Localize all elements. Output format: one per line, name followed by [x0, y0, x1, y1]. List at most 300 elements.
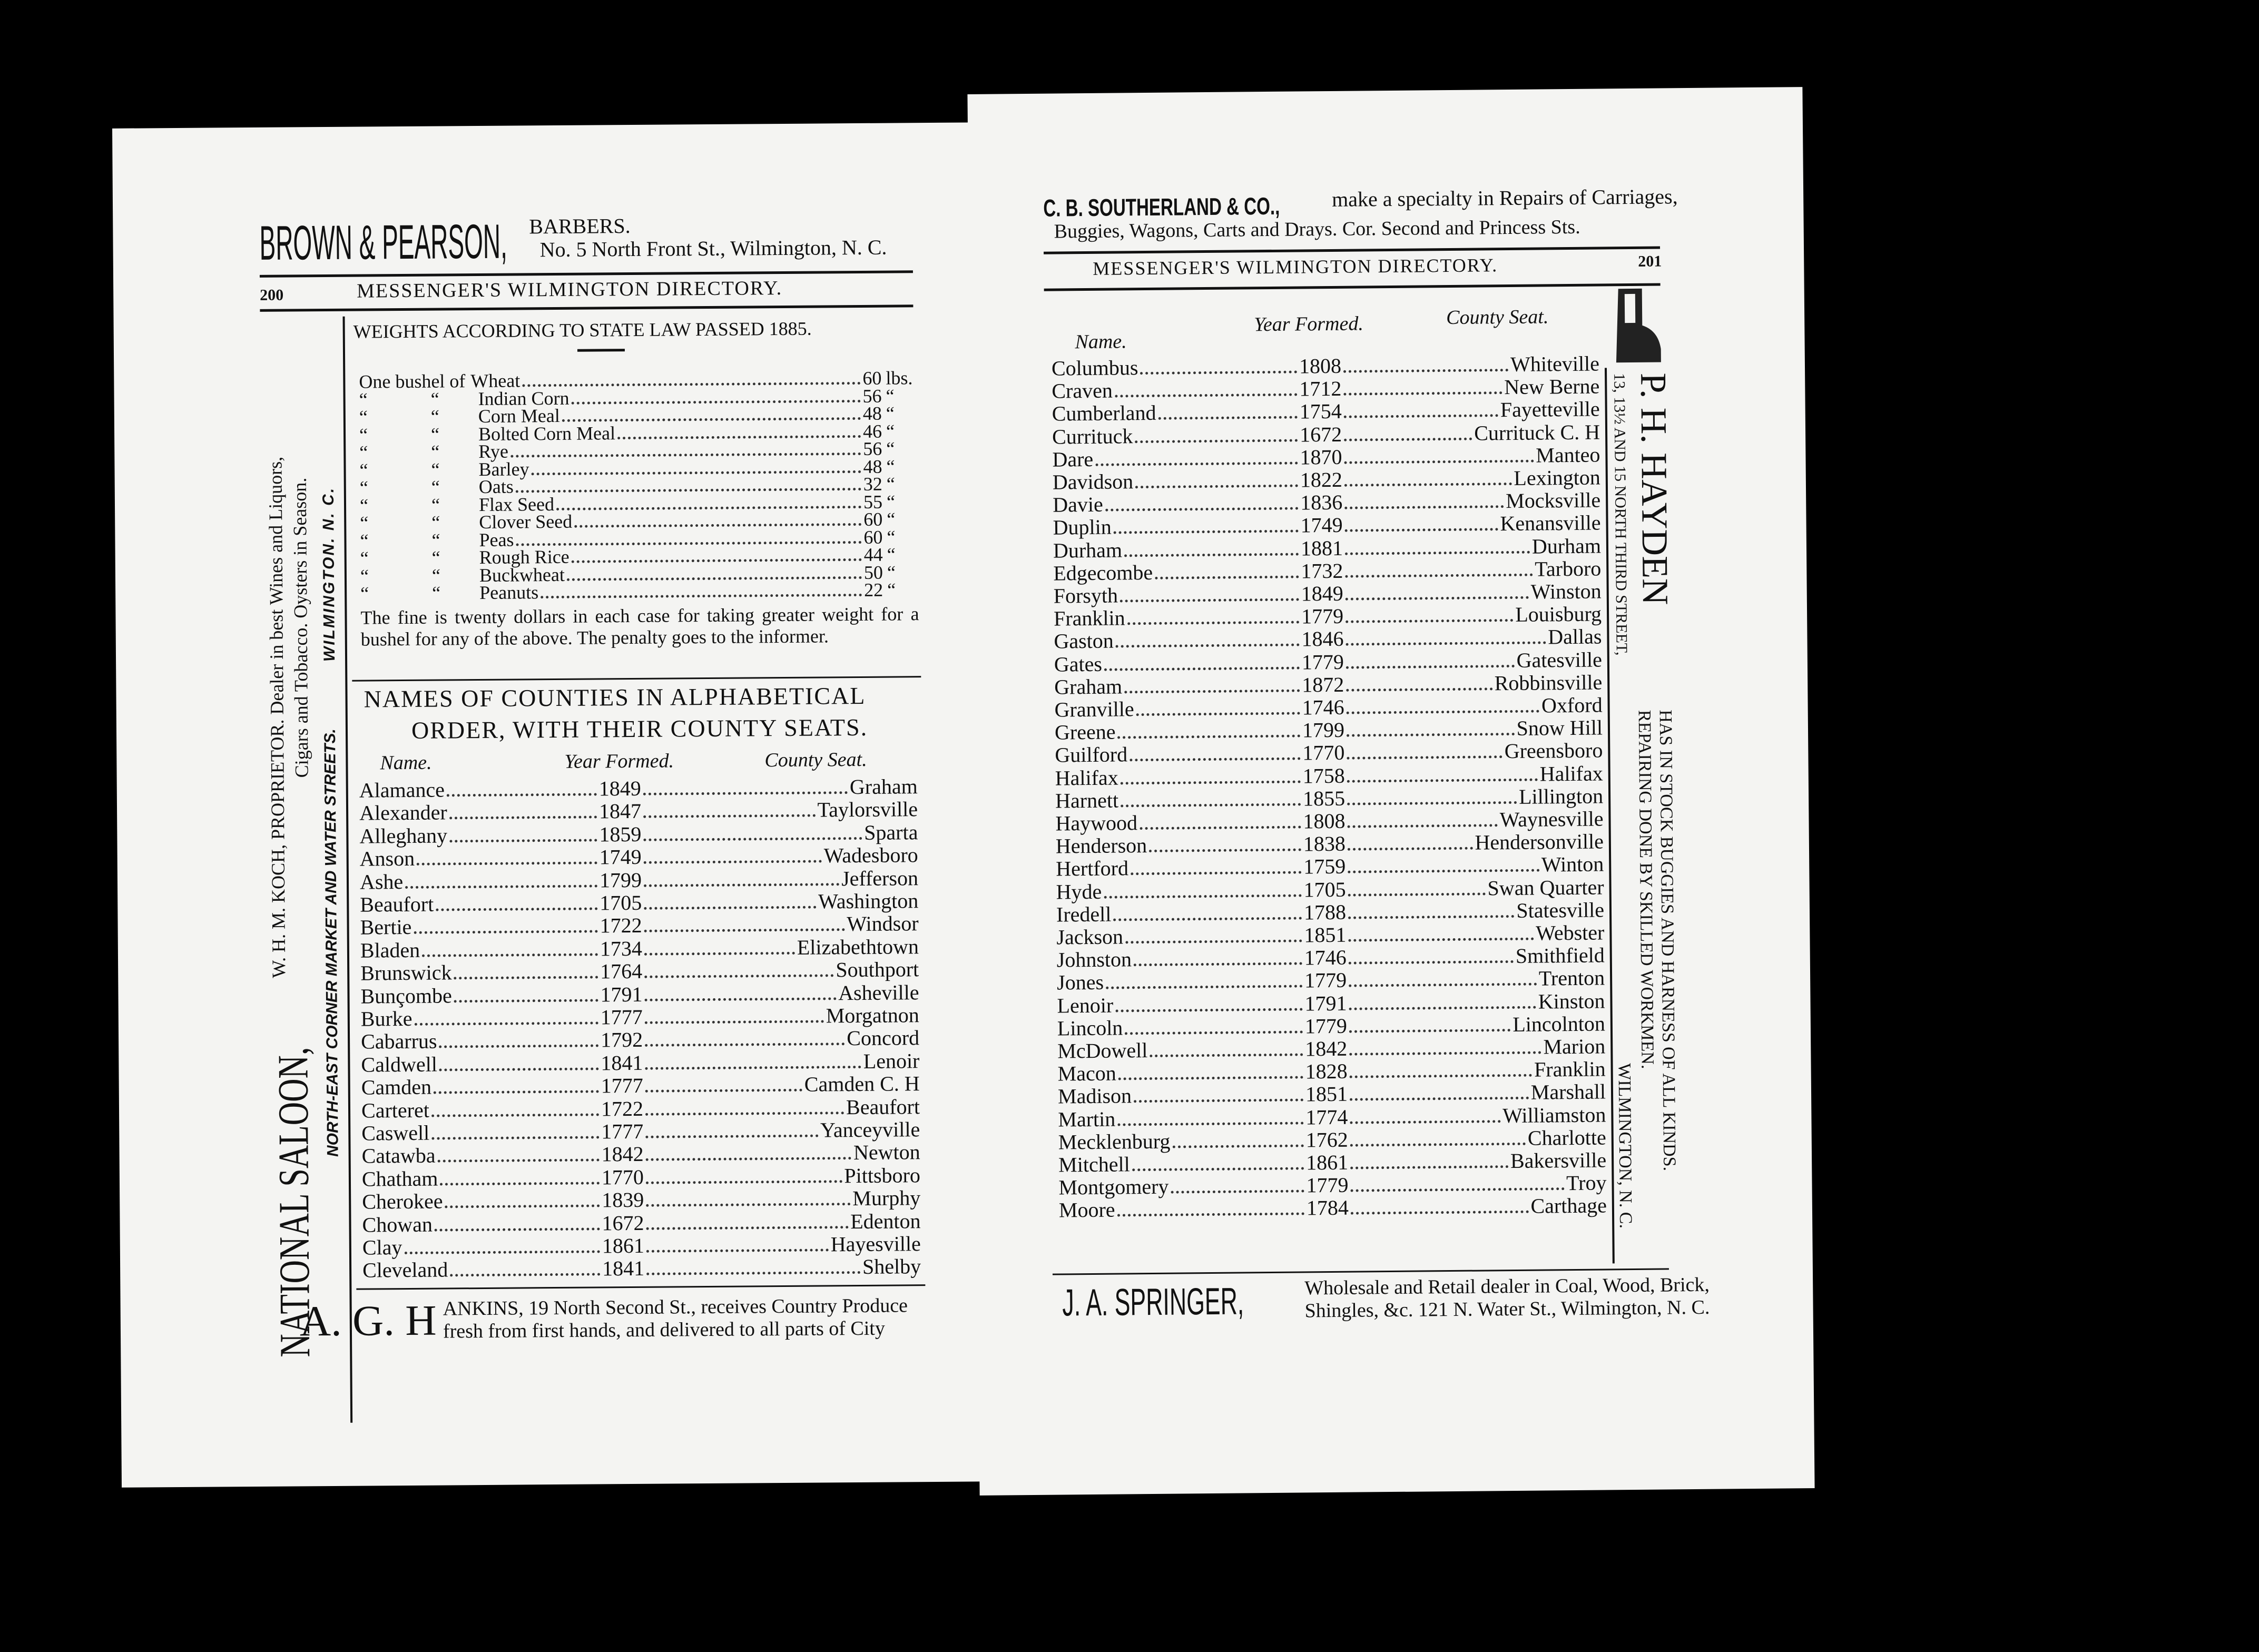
dot-leader — [1118, 1076, 1303, 1080]
county-seat: New Berne — [1504, 374, 1600, 399]
weight-value: 44 — [863, 544, 883, 565]
dot-leader — [541, 594, 862, 598]
saloon-name: NATIONAL SALOON, — [269, 1047, 319, 1358]
dot-leader — [1132, 1167, 1304, 1171]
dot-leader — [644, 906, 816, 910]
dot-leader — [645, 1043, 844, 1047]
county-seat: Lillington — [1518, 784, 1604, 809]
dot-leader — [436, 907, 597, 911]
county-year: 1851 — [1304, 922, 1347, 947]
county-year: 1774 — [1305, 1105, 1348, 1129]
dot-leader — [1344, 505, 1504, 509]
saloon-line2: Cigars and Tobacco. Oysters in Season. — [289, 477, 312, 778]
dot-leader — [645, 1112, 844, 1116]
hayden-line4: 13, 13½ AND 15 NORTH THIRD STREET, — [1610, 373, 1631, 656]
county-year: 1754 — [1299, 399, 1342, 424]
county-year: 1672 — [602, 1211, 644, 1235]
county-seat: Kinston — [1538, 989, 1605, 1014]
dot-leader — [644, 883, 839, 887]
ditto-mark: “ — [887, 544, 896, 565]
county-name: Henderson — [1055, 833, 1147, 858]
county-year: 1777 — [601, 1074, 643, 1098]
counties-title-2: ORDER, WITH THEIR COUNTY SEATS. — [411, 713, 868, 744]
county-name: Graham — [1054, 674, 1123, 699]
dot-leader — [1344, 459, 1534, 464]
county-seat: Elizabethtown — [797, 935, 919, 959]
county-year: 1841 — [601, 1050, 643, 1075]
weight-item: Barley — [478, 458, 529, 480]
dot-leader — [1343, 369, 1508, 373]
county-name-cell — [1057, 1037, 1305, 1063]
county-name: Cabarrus — [360, 1029, 437, 1054]
county-year: 1808 — [1303, 809, 1345, 833]
dot-leader — [1345, 573, 1533, 577]
weight-value: 32 — [863, 473, 882, 495]
county-name: Brunswick — [360, 960, 452, 985]
county-year: 1849 — [598, 776, 641, 801]
ditto-mark: “ — [430, 388, 439, 410]
county-year: 1759 — [1303, 854, 1346, 879]
dot-leader — [431, 1136, 599, 1139]
county-year: 1859 — [599, 822, 642, 847]
dot-leader — [1346, 687, 1492, 691]
dot-leader — [404, 1250, 600, 1254]
dot-leader — [1140, 825, 1301, 830]
county-name: Hyde — [1056, 879, 1102, 904]
dot-leader — [1104, 894, 1301, 898]
county-year: 1842 — [601, 1142, 644, 1166]
county-name-cell — [1053, 514, 1300, 539]
county-name-cell — [1059, 1197, 1307, 1222]
ditto-mark: “ — [360, 583, 369, 604]
county-seat: Snow Hill — [1516, 715, 1603, 741]
dot-leader — [1116, 644, 1300, 648]
county-year: 1861 — [602, 1233, 644, 1258]
dot-leader — [646, 1157, 851, 1161]
county-name: Montgomery — [1058, 1174, 1169, 1199]
divider — [1044, 283, 1661, 291]
county-seat: Newton — [853, 1140, 920, 1165]
county-year: 1791 — [600, 982, 643, 1007]
dot-leader — [1121, 803, 1301, 807]
ditto-mark: “ — [887, 526, 896, 548]
county-year: 1838 — [1303, 831, 1346, 856]
right-page — [967, 87, 1814, 1496]
dot-leader — [1135, 485, 1298, 489]
ditto-mark: “ — [431, 565, 441, 586]
divider — [352, 676, 921, 682]
county-seat: Dallas — [1548, 624, 1602, 649]
running-head: MESSENGER'S WILMINGTON DIRECTORY. — [357, 277, 783, 302]
county-seat: Lexington — [1514, 465, 1601, 490]
dot-leader — [617, 435, 861, 439]
county-name-cell — [360, 983, 600, 1008]
county-name: Greene — [1054, 720, 1116, 744]
divider — [356, 1284, 925, 1290]
county-name-cell — [1056, 878, 1303, 903]
county-name: Carteret — [361, 1098, 430, 1123]
dot-leader — [434, 1090, 599, 1094]
ditto-mark: “ — [360, 547, 369, 569]
county-name-cell — [1058, 1128, 1306, 1154]
ad-trade: BARBERS. — [529, 213, 631, 239]
dot-leader — [1118, 735, 1301, 739]
county-year: 1734 — [600, 936, 643, 961]
county-name: Harnett — [1055, 788, 1119, 813]
county-row — [362, 1255, 921, 1282]
dot-leader — [1158, 416, 1298, 420]
dot-leader — [449, 816, 597, 820]
county-seat: Hayesville — [830, 1232, 921, 1256]
county-name-cell — [1057, 1060, 1305, 1086]
county-seat: Robbinsville — [1494, 670, 1603, 695]
ditto-mark: “ — [430, 406, 439, 427]
weights-title: WEIGHTS ACCORDING TO STATE LAW PASSED 1885. — [353, 318, 812, 342]
county-seat: Statesville — [1516, 898, 1605, 922]
county-seat: Marshall — [1530, 1079, 1606, 1105]
dot-leader — [1350, 1074, 1532, 1078]
ditto-mark: “ — [359, 477, 368, 498]
county-year: 1836 — [1300, 490, 1343, 515]
county-seat: Franklin — [1534, 1057, 1606, 1081]
county-seat: Fayetteville — [1500, 397, 1600, 422]
dot-leader — [1121, 780, 1301, 784]
dot-leader — [645, 1020, 824, 1024]
dot-leader — [1113, 917, 1302, 921]
county-name-cell — [360, 869, 600, 893]
dot-leader — [415, 1021, 598, 1025]
county-year: 1881 — [1300, 536, 1343, 560]
dot-leader — [405, 884, 597, 889]
county-seat: Wadesboro — [823, 843, 918, 868]
dot-leader — [1347, 756, 1502, 760]
county-name: Catawba — [361, 1144, 436, 1168]
dot-leader — [572, 399, 861, 404]
county-name-cell — [361, 1006, 601, 1030]
ditto-mark: “ — [887, 579, 896, 601]
dot-leader — [454, 999, 598, 1002]
county-year: 1770 — [1302, 741, 1345, 765]
county-seat: Louisburg — [1515, 602, 1602, 627]
county-year: 1855 — [1302, 786, 1345, 811]
ditto-mark: “ — [887, 508, 896, 530]
dot-leader — [1347, 733, 1515, 737]
ad-line1: make a specialty in Repairs of Carriages, — [1331, 184, 1678, 211]
dot-leader — [1344, 415, 1498, 419]
county-name-cell — [1056, 856, 1303, 881]
dot-leader — [417, 862, 597, 866]
page-number: 201 — [1638, 252, 1662, 270]
county-name: Madison — [1057, 1084, 1132, 1108]
weight-value: 60 — [862, 367, 882, 389]
ditto-mark: “ — [886, 402, 895, 424]
weight-value: 56 — [863, 438, 882, 459]
county-year: 1779 — [1306, 1173, 1349, 1197]
county-name-cell — [1056, 923, 1304, 949]
dot-leader — [1134, 1099, 1303, 1103]
ditto-mark: “ — [886, 473, 895, 495]
county-name: Halifax — [1055, 765, 1118, 790]
dot-leader — [447, 793, 597, 796]
county-name: Caldwell — [361, 1052, 438, 1077]
county-seat: Charlotte — [1527, 1125, 1606, 1150]
county-name: Mecklenburg — [1058, 1129, 1171, 1154]
county-seat: Camden C. H — [804, 1071, 920, 1096]
county-seat: Mocksville — [1506, 488, 1601, 513]
county-name: Currituck — [1052, 424, 1133, 449]
weight-item: Clover Seed — [479, 510, 573, 533]
dot-leader — [414, 930, 597, 934]
weight-item: Oats — [478, 476, 514, 498]
county-year: 1849 — [1301, 581, 1343, 606]
county-name: Davidson — [1052, 469, 1134, 494]
county-name: Gates — [1054, 652, 1103, 676]
hankins-initials: A. G. H — [299, 1296, 437, 1345]
weight-value: 60 — [863, 508, 883, 530]
weight-row — [360, 581, 919, 604]
county-year: 1749 — [1300, 513, 1343, 537]
county-seat: Swan Quarter — [1487, 875, 1604, 900]
dot-leader — [1124, 553, 1299, 557]
county-name-cell — [359, 777, 599, 802]
county-year: 1779 — [1304, 1014, 1348, 1038]
ditto-mark: “ — [430, 424, 440, 445]
county-seat: Smithfield — [1515, 943, 1605, 968]
county-name: Bunçombe — [360, 983, 452, 1008]
county-year: 1872 — [1302, 672, 1344, 697]
dot-leader — [438, 1159, 600, 1163]
county-name-cell — [1052, 423, 1300, 448]
ditto-mark: “ — [432, 582, 441, 604]
county-seat: Kenansville — [1500, 510, 1601, 536]
dot-leader — [422, 953, 598, 957]
county-year: 1792 — [600, 1028, 643, 1052]
county-name: Cherokee — [362, 1189, 443, 1214]
county-seat: Lenoir — [863, 1048, 920, 1073]
county-year: 1779 — [1301, 650, 1344, 674]
dot-leader — [1345, 619, 1513, 623]
ditto-mark: “ — [360, 512, 369, 534]
weight-item: Buckwheat — [479, 564, 565, 586]
dot-leader — [1348, 892, 1486, 896]
county-name: Chowan — [362, 1212, 433, 1237]
county-name: Alamance — [359, 778, 445, 802]
county-year: 1851 — [1305, 1082, 1348, 1106]
dot-leader — [1120, 598, 1299, 603]
county-name: Craven — [1052, 378, 1113, 403]
dot-leader — [567, 576, 862, 581]
dot-leader — [646, 1226, 849, 1230]
county-name-cell — [1054, 582, 1301, 607]
county-name-cell — [361, 1029, 601, 1054]
header-year: Year Formed. — [1254, 312, 1364, 336]
weight-value: 22 — [864, 579, 883, 601]
header-name: Name. — [1075, 330, 1127, 353]
weight-item: Flax Seed — [478, 493, 555, 515]
county-seat: Trenton — [1538, 966, 1605, 990]
weight-item: Bolted Corn Meal — [478, 422, 616, 445]
county-seat: Williamston — [1502, 1103, 1606, 1127]
ditto-mark: “ — [360, 529, 369, 552]
springer-name: J. A. SPRINGER, — [1062, 1280, 1244, 1324]
county-name: Granville — [1054, 697, 1134, 722]
county-seat: Lincolnton — [1512, 1011, 1606, 1036]
county-name-cell — [360, 891, 600, 916]
county-name: Moore — [1058, 1197, 1115, 1222]
dot-leader — [439, 1045, 599, 1048]
ditto-mark: “ — [431, 512, 440, 533]
county-year: 1791 — [1304, 991, 1347, 1016]
county-name: Jones — [1056, 970, 1104, 995]
hayden-line3: WILMINGTON, N. C. — [1614, 1063, 1636, 1229]
ditto-mark: “ — [359, 441, 368, 463]
dot-leader — [1141, 371, 1298, 375]
county-year: 1672 — [1299, 422, 1342, 447]
county-year: 1732 — [1301, 558, 1343, 583]
dot-leader — [1347, 778, 1538, 782]
county-name-cell — [1053, 491, 1300, 517]
county-year: 1799 — [1302, 717, 1345, 742]
county-name: Haywood — [1055, 811, 1138, 835]
weight-item: Corn Meal — [478, 405, 560, 427]
ad-line2: Buggies, Wagons, Carts and Drays. Cor. Second and Princess Sts. — [1054, 215, 1580, 243]
counties-title-1: NAMES OF COUNTIES IN ALPHABETICAL — [364, 682, 866, 713]
dot-leader — [1351, 1211, 1529, 1215]
county-name-cell — [361, 1120, 601, 1145]
weight-value: 56 — [862, 385, 882, 407]
county-name: Davie — [1053, 492, 1103, 517]
ditto-mark: “ — [886, 490, 896, 513]
county-name-cell — [362, 1212, 602, 1236]
dot-leader — [522, 382, 860, 387]
county-name-cell — [1055, 810, 1303, 835]
county-name-cell — [362, 1189, 602, 1214]
dot-leader — [1348, 915, 1514, 919]
county-seat: Graham — [849, 774, 918, 799]
county-name: Cleveland — [362, 1257, 448, 1282]
county-seat: Marion — [1543, 1034, 1606, 1059]
weights-note: The fine is twenty dollars in each case for taking greater weight for a bushel for any of the above. The penalty goes to the informer. — [360, 603, 919, 650]
divider — [577, 349, 625, 352]
county-name-cell — [1054, 673, 1302, 699]
county-seat: Currituck C. H — [1474, 420, 1600, 445]
county-year: 1777 — [600, 1005, 643, 1029]
header-year: Year Formed. — [564, 750, 674, 773]
county-name-cell — [1057, 947, 1304, 972]
county-name-cell — [1057, 969, 1304, 995]
dot-leader — [516, 540, 862, 546]
county-name-cell — [1053, 559, 1301, 585]
page-number: 200 — [260, 286, 284, 304]
county-seat: Halifax — [1539, 761, 1603, 786]
county-year: 1764 — [600, 959, 643, 984]
county-year: 1770 — [601, 1165, 644, 1189]
county-seat: Southport — [836, 957, 919, 982]
dot-leader — [1125, 939, 1302, 943]
weight-prefix: One bushel of — [359, 370, 466, 392]
dot-leader — [1350, 1143, 1526, 1147]
county-name-cell — [362, 1257, 602, 1282]
dot-leader — [1172, 1144, 1303, 1148]
divider — [260, 304, 913, 312]
dot-leader — [450, 1273, 600, 1277]
county-seat: Sparta — [864, 820, 918, 844]
county-seat: Hendersonville — [1475, 829, 1604, 854]
dot-leader — [1104, 666, 1300, 671]
county-name: Martin — [1058, 1107, 1116, 1132]
ditto-mark: “ — [359, 388, 368, 410]
county-year: 1870 — [1300, 445, 1342, 469]
dot-leader — [1348, 869, 1539, 873]
dot-leader — [643, 837, 862, 841]
dot-leader — [1125, 1030, 1303, 1035]
county-year: 1828 — [1305, 1059, 1348, 1084]
county-name: Duplin — [1053, 515, 1112, 539]
county-name-cell — [1054, 605, 1301, 631]
dot-leader — [1124, 689, 1300, 693]
dot-leader — [1150, 1053, 1303, 1057]
dot-leader — [646, 1271, 860, 1275]
county-year: 1788 — [1303, 900, 1347, 925]
county-seat: Taylorsville — [817, 797, 918, 822]
ad-name: BROWN & PEARSON, — [259, 214, 508, 270]
dot-leader — [646, 1203, 850, 1207]
saloon-line3: NORTH-EAST CORNER MARKET AND WATER STREETS. — [321, 729, 342, 1157]
county-name-cell — [362, 1234, 602, 1259]
county-year: 1705 — [1303, 877, 1346, 902]
ditto-mark: “ — [359, 424, 368, 446]
county-year: 1705 — [600, 890, 642, 915]
county-name: McDowell — [1057, 1038, 1148, 1063]
dot-leader — [1347, 710, 1539, 714]
county-name-cell — [1056, 833, 1303, 858]
county-seat: Edenton — [850, 1208, 921, 1233]
county-name-cell — [1054, 651, 1302, 676]
county-name-cell — [361, 1051, 601, 1076]
dot-leader — [643, 791, 848, 795]
dot-leader — [439, 1067, 599, 1071]
county-name: Burke — [360, 1006, 412, 1031]
county-name: Forsyth — [1053, 583, 1118, 608]
county-seat: Manteo — [1536, 442, 1600, 467]
dot-leader — [1117, 1213, 1304, 1217]
county-name-cell — [360, 846, 600, 871]
dot-leader — [1347, 801, 1517, 805]
county-name: Ashe — [359, 869, 404, 894]
ad-name: C. B. SOUTHERLAND & CO., — [1043, 192, 1280, 222]
county-name-cell — [1052, 378, 1299, 403]
dot-leader — [1350, 1165, 1508, 1169]
county-name-cell — [1058, 1106, 1305, 1131]
dot-leader — [440, 1182, 600, 1185]
dot-leader — [1344, 437, 1472, 441]
county-seat: Winston — [1530, 579, 1602, 604]
header-seat: County Seat. — [1446, 306, 1549, 329]
county-name: Lincoln — [1057, 1016, 1123, 1040]
county-seat: Greensboro — [1504, 738, 1603, 763]
weight-item: Rough Rice — [479, 546, 569, 568]
dot-leader — [1348, 938, 1534, 942]
county-name-cell — [1058, 1174, 1306, 1199]
county-year: 1784 — [1306, 1196, 1349, 1220]
ditto-mark: “ — [431, 494, 440, 516]
dot-leader — [1130, 758, 1300, 762]
dot-leader — [510, 453, 861, 458]
hayden-line1: HAS IN STOCK BUGGIES AND HARNESS OF ALL KINDS. — [1655, 710, 1679, 1172]
weight-value: 48 — [863, 456, 882, 477]
dot-leader — [1135, 439, 1298, 443]
dot-leader — [532, 470, 861, 475]
